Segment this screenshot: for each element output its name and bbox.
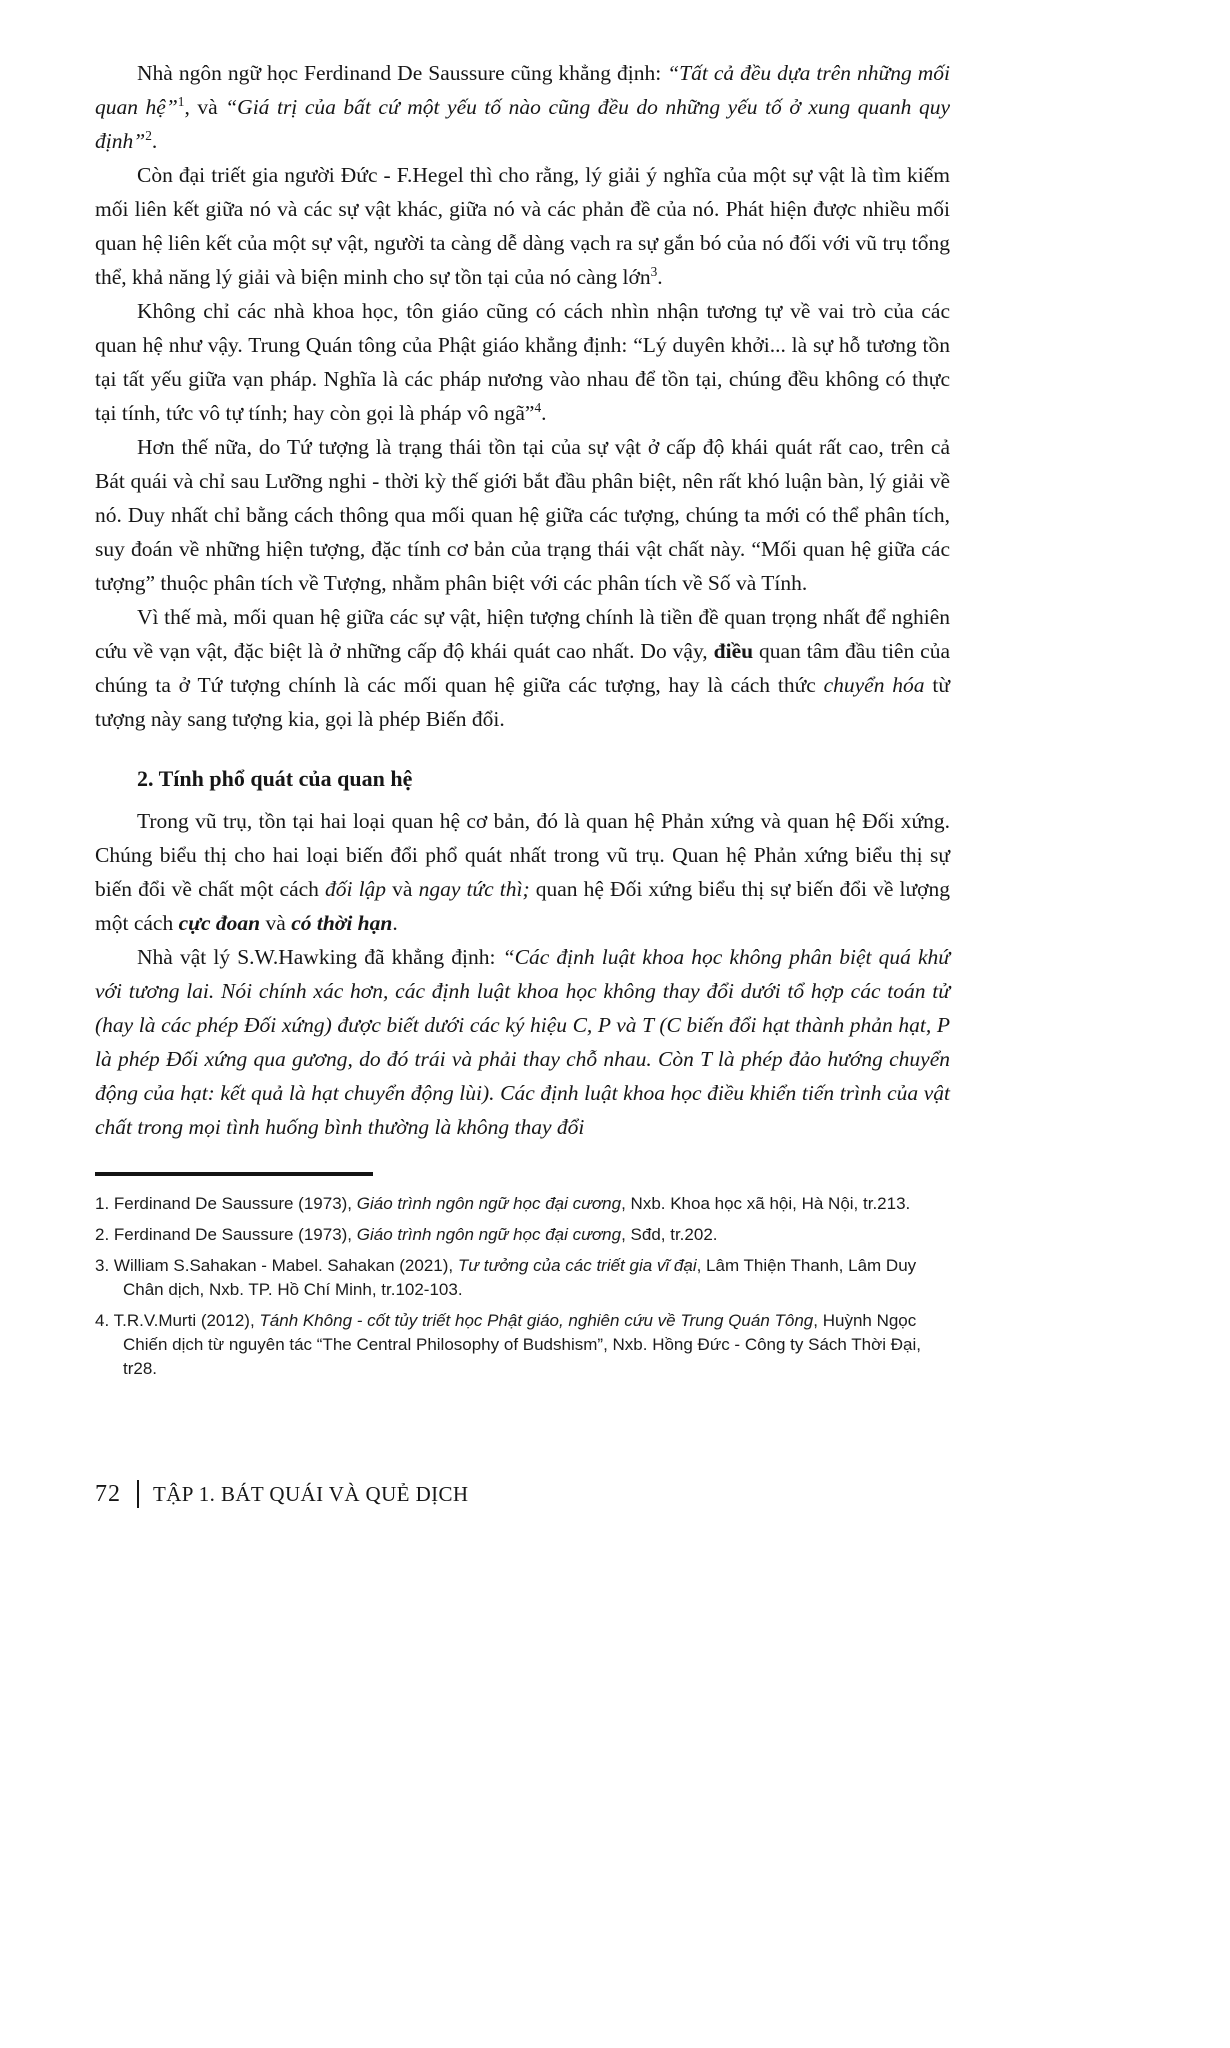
footnotes xyxy=(95,1192,950,1381)
text-run: 2. Ferdinand De Saussure (1973), xyxy=(95,1225,357,1244)
text-run: Nhà vật lý S.W.Hawking đã khẳng định: xyxy=(137,945,503,969)
text-run: Vì thế mà, mối quan hệ giữa các sự vật, hiện tượng chính là tiền đề quan trọng nhất để nghiên cứu về vạn vật, đặc biệt là ở những cấp độ khái quát cao nhất. Do vậy, xyxy=(95,605,950,663)
text-run: . xyxy=(151,129,158,153)
text-run: quan tâm đầu tiên của chúng ta ở Tứ tượng chính là các mối quan hệ giữa các tượng, hay là cách thức xyxy=(95,639,950,697)
text-run: Không chỉ các nhà khoa học, tôn giáo cũng có cách nhìn nhận tương tự về vai trò của các quan hệ như vậy. Trung Quán tông của Phật giáo khẳng định: “Lý duyên khởi... là sự hỗ tương tồn tại tất yếu giữa vạn pháp. Nghĩa là các pháp nương vào nhau để tồn tại, chúng đều không có thực tại tính, tức vô tự tính; hay còn gọi là pháp vô ngã” xyxy=(95,299,950,425)
text-run: . xyxy=(657,265,663,289)
text-run: , và xyxy=(184,95,226,119)
text-run: , Sđd, tr.202. xyxy=(621,1225,718,1244)
page-footer xyxy=(95,1480,469,1508)
text-run: quan hệ Đối xứng biểu thị sự biến đổi về lượng một cách xyxy=(95,877,950,935)
text-run: ngay tức thì; xyxy=(418,877,530,901)
paragraph xyxy=(95,804,950,940)
text-run: Giáo trình ngôn ngữ học đại cương xyxy=(356,1225,622,1244)
footnote xyxy=(95,1192,950,1216)
text-run: có thời hạn xyxy=(291,911,393,935)
text-run: điều xyxy=(713,639,754,663)
body-text xyxy=(95,56,950,1144)
book-section-title: TẬP 1. BÁT QUÁI VÀ QUẺ DỊCH xyxy=(153,1481,469,1506)
text-run: và xyxy=(260,911,292,935)
paragraph xyxy=(95,294,950,430)
text-run: . xyxy=(392,911,398,935)
footnote xyxy=(95,1223,950,1247)
footer-separator xyxy=(137,1480,139,1508)
text-run: , Lâm Thiện Thanh, Lâm Duy Chân dịch, Nxb. TP. Hồ Chí Minh, tr.102-103. xyxy=(123,1256,917,1299)
paragraph xyxy=(95,158,950,294)
text-run: chuyển hóa xyxy=(823,673,925,697)
footnote-divider xyxy=(95,1172,373,1176)
footnote-reference: 2 xyxy=(145,127,152,143)
text-run: đối lập xyxy=(325,877,387,901)
text-run: 3. William S.Sahakan - Mabel. Sahakan (2021), xyxy=(95,1256,458,1275)
footnote-reference: 4 xyxy=(534,399,542,415)
text-run: 4. T.R.V.Murti (2012), xyxy=(95,1311,260,1330)
text-run: Còn đại triết gia người Đức - F.Hegel thì cho rằng, lý giải ý nghĩa của một sự vật là tìm kiếm mối liên kết giữa nó và các sự vật khác, giữa nó và các phản đề của nó. Phát hiện được nhiều mối quan hệ liên kết của một sự vật, người ta càng dễ dàng vạch ra sự gắn bó của nó đối với vũ trụ tổng thể, khả năng lý giải và biện minh cho sự tồn tại của nó càng lớn xyxy=(95,163,950,289)
text-run: từ tượng này sang tượng kia, gọi là phép Biến đổi. xyxy=(95,673,950,731)
text-run: Hơn thế nữa, do Tứ tượng là trạng thái tồn tại của sự vật ở cấp độ khái quát rất cao, trên cả Bát quái và chỉ sau Lưỡng nghi - thời kỳ thế giới bắt đầu phân biệt, nên rất khó luận bàn, lý giải về nó. Duy nhất chỉ bằng cách thông qua mối quan hệ giữa các tượng, chúng ta mới có thể phân tích, suy đoán về những hiện tượng, đặc tính cơ bản của trạng thái vật chất này. “Mối quan hệ giữa các tượng” thuộc phân tích về Tượng, nhằm phân biệt với các phân tích về Số và Tính. xyxy=(95,435,950,595)
text-run: , Nxb. Khoa học xã hội, Hà Nội, tr.213. xyxy=(621,1194,911,1213)
section-heading xyxy=(95,762,950,796)
footnote xyxy=(95,1309,950,1381)
text-run: Nhà ngôn ngữ học Ferdinand De Saussure cũng khẳng định: xyxy=(137,61,668,85)
text-run: “Giá trị của bất cứ một yếu tố nào cũng đều do những yếu tố ở xung quanh quy định” xyxy=(95,95,951,153)
text-run: và xyxy=(386,877,419,901)
footnote-reference: 1 xyxy=(177,93,185,109)
text-run: . xyxy=(541,401,547,425)
text-run: Tư tưởng của các triết gia vĩ đại xyxy=(457,1256,697,1275)
paragraph xyxy=(95,600,950,736)
page-number: 72 xyxy=(95,1480,121,1507)
text-run: Tánh Không - cốt tủy triết học Phật giáo, nghiên cứu về Trung Quán Tông xyxy=(259,1311,814,1330)
paragraph xyxy=(95,940,950,1144)
footnote xyxy=(95,1254,950,1302)
page-content xyxy=(95,56,950,1388)
text-run: Giáo trình ngôn ngữ học đại cương xyxy=(356,1194,622,1213)
paragraph xyxy=(95,430,950,600)
paragraph xyxy=(95,56,950,158)
text-run: “Tất cả đều dựa trên những mối quan hệ” xyxy=(95,61,950,119)
text-run: cực đoan xyxy=(178,911,261,935)
text-run: 2. Tính phổ quát của quan hệ xyxy=(137,766,413,791)
text-run: Trong vũ trụ, tồn tại hai loại quan hệ cơ bản, đó là quan hệ Phản xứng và quan hệ Đối xứng. Chúng biểu thị cho hai loại biến đổi phổ quát nhất trong vũ trụ. Quan hệ Phản xứng biểu thị sự biến đổi về chất một cách xyxy=(95,809,950,901)
footnote-reference: 3 xyxy=(650,263,658,279)
text-run: , Huỳnh Ngọc Chiến dịch từ nguyên tác “The Central Philosophy of Budshism”, Nxb. Hồng Đức - Công ty Sách Thời Đại, tr28. xyxy=(123,1311,922,1378)
text-run: “Các định luật khoa học không phân biệt quá khứ với tương lai. Nói chính xác hơn, các định luật khoa học không thay đổi dưới tổ hợp các toán tử (hay là các phép Đối xứng) được biết dưới các ký hiệu C, P và T (C biến đổi hạt thành phản hạt, P là phép Đối xứng qua gương, do đó trái và phải thay chỗ nhau. Còn T là phép đảo hướng chuyển động của hạt: kết quả là hạt chuyển động lùi). Các định luật khoa học điều khiển tiến trình của vật chất trong mọi tình huống bình thường là không thay đổi xyxy=(95,945,951,1139)
text-run: 1. Ferdinand De Saussure (1973), xyxy=(95,1194,357,1213)
